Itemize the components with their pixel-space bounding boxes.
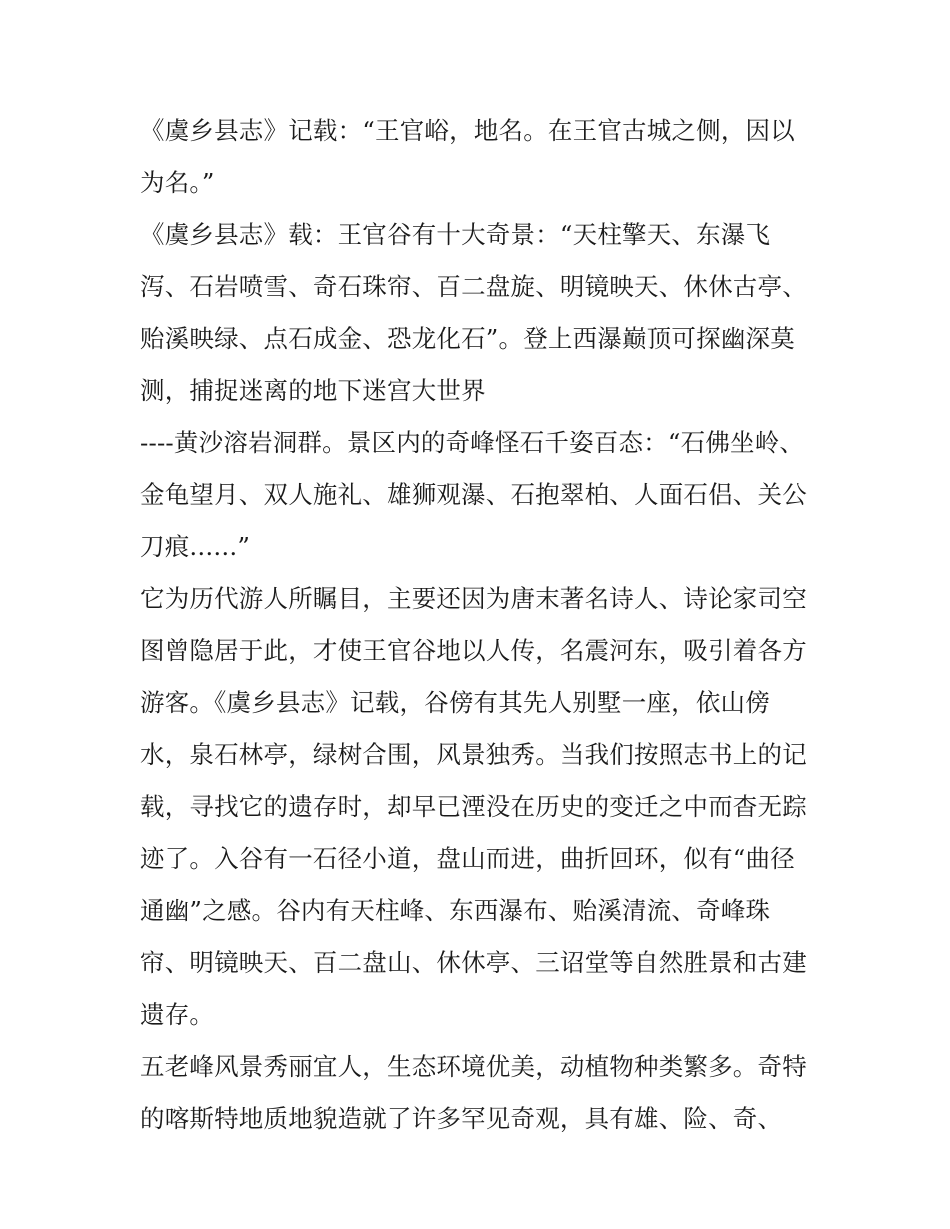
text-line: 的喀斯特地质地貌造就了许多罕见奇观，具有雄、险、奇、 [140,1104,783,1133]
text-line: 《虞乡县志》载：王官谷有十大奇景：“天柱擎天、东瀑飞 [140,220,771,249]
text-line: 五老峰风景秀丽宜人，生态环境优美，动植物种类繁多。奇特 [140,1052,807,1081]
text-line: 它为历代游人所瞩目，主要还因为唐末著名诗人、诗论家司空 [140,584,807,613]
text-line: 帘、明镜映天、百二盘山、休休亭、三诏堂等自然胜景和古建 [140,948,807,977]
text-line: 游客。《虞乡县志》记载，谷傍有其先人别墅一座，依山傍 [140,688,770,717]
text-line: 贻溪映绿、点石成金、恐龙化石”。登上西瀑巅顶可探幽深莫 [140,324,795,353]
text-line: 通幽”之感。谷内有天柱峰、东西瀑布、贻溪清流、奇峰珠 [140,896,771,925]
text-line: 刀痕......” [140,532,251,561]
text-line: ----黄沙溶岩洞群。景区内的奇峰怪石千姿百态：“石佛坐岭、 [140,428,805,457]
text-line: 水，泉石林亭，绿树合围，风景独秀。当我们按照志书上的记 [140,740,807,769]
text-line: 迹了。入谷有一石径小道，盘山而进，曲折回环，似有“曲径 [140,844,795,873]
text-line: 图曾隐居于此，才使王官谷地以人传，名震河东，吸引着各方 [140,636,807,665]
text-line: 泻、石岩喷雪、奇石珠帘、百二盘旋、明镜映天、休休古亭、 [140,272,807,301]
text-line: 金龟望月、双人施礼、雄狮观瀑、石抱翠柏、人面石侣、关公 [140,480,807,509]
text-line: 为名。” [140,168,215,197]
text-line: 测，捕捉迷离的地下迷宫大世界 [140,376,486,405]
text-line: 《虞乡县志》记载：“王官峪，地名。在王官古城之侧，因以 [140,116,795,145]
text-line: 载，寻找它的遗存时，却早已湮没在历史的变迁之中而杳无踪 [140,792,807,821]
text-line: 遗存。 [140,1000,215,1029]
document-body [140,105,820,1145]
